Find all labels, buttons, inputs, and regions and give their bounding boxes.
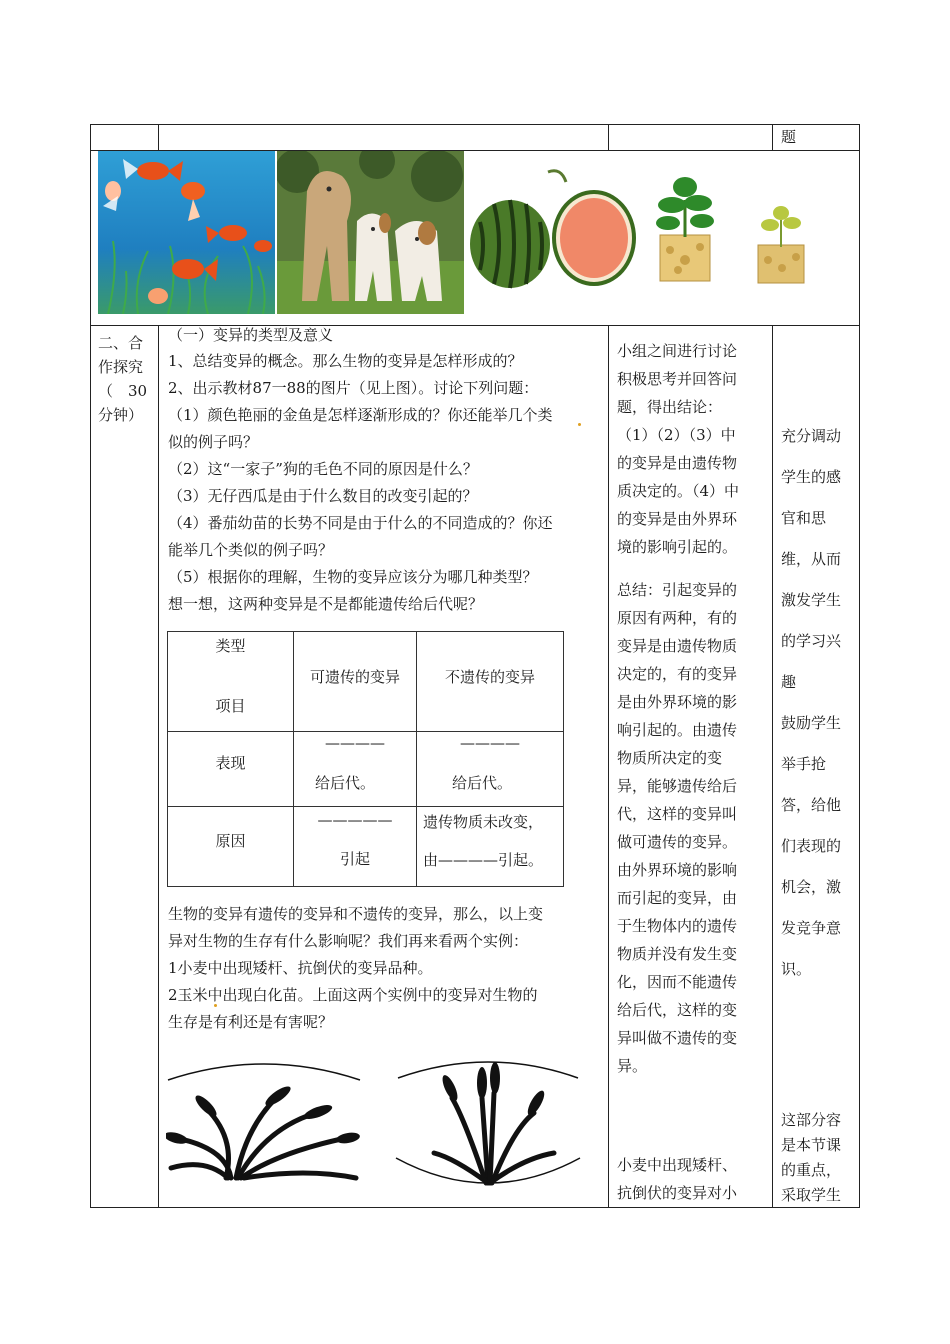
side-label-line: （ 30 bbox=[98, 382, 148, 400]
wheat-drawing-short bbox=[166, 1058, 362, 1188]
main-line: 2玉米中出现白化苗。上面这两个实例中的变异对生物的 bbox=[168, 986, 538, 1004]
col3-line: 由外界环境的影响 bbox=[617, 861, 738, 879]
side-label bbox=[98, 331, 156, 427]
col3-line: 质决定的。（4）中 bbox=[617, 482, 740, 500]
col3-line: 物质并没有发生变 bbox=[617, 945, 738, 963]
col3-line: 异。 bbox=[617, 1057, 648, 1075]
col4-line: 这部分容 bbox=[781, 1111, 842, 1129]
table-cell-blank: ————— bbox=[317, 811, 393, 829]
col3-line: 决定的，有的变异 bbox=[617, 665, 738, 683]
grid-v2-header bbox=[608, 124, 609, 150]
col3-para1 bbox=[617, 337, 765, 561]
col3-line: 原因有两种，有的 bbox=[617, 609, 738, 627]
tomato-seedlings-photo bbox=[650, 165, 830, 285]
yellow-dot-mark bbox=[214, 1004, 217, 1007]
grid-v3-header bbox=[772, 124, 773, 150]
side-label-line: 二、合 bbox=[98, 334, 144, 352]
main-line: 想一想，这两种变异是不是都能遗传给后代呢？ bbox=[168, 595, 484, 613]
col4-line: 官和思 bbox=[781, 509, 827, 527]
col3-para3 bbox=[617, 1151, 765, 1207]
col4-line: 采取学生 bbox=[781, 1186, 842, 1204]
col3-line: 给后代，这样的变 bbox=[617, 1001, 738, 1019]
goldfish-photo bbox=[98, 151, 275, 314]
table-row-expression: 表现 bbox=[215, 754, 246, 772]
grid-top bbox=[90, 124, 860, 125]
col3-line: 抗倒伏的变异对小 bbox=[617, 1184, 738, 1202]
table-row-cause: 原因 bbox=[215, 832, 246, 850]
main-line: （3）无仔西瓜是由于什么数目的改变引起的？ bbox=[168, 487, 478, 505]
table-cell-text: 引起 bbox=[339, 850, 370, 868]
main-line: 异对生物的生存有什么影响呢？我们再来看两个实例： bbox=[168, 932, 529, 950]
col3-line: 境的影响引起的。 bbox=[617, 538, 738, 556]
watermelon-photo bbox=[466, 162, 642, 302]
yellow-dot-mark bbox=[578, 423, 581, 426]
col3-line: 化，因而不能遗传 bbox=[617, 973, 738, 991]
col3-line: 的变异是由遗传物 bbox=[617, 454, 738, 472]
col4-line: 识。 bbox=[781, 960, 812, 978]
grid-v3 bbox=[772, 325, 773, 1208]
table-cell-text: 遗传物质未改变， bbox=[423, 813, 544, 831]
table-cell-blank: ———— bbox=[460, 734, 520, 752]
main-line: 1、总结变异的概念。那么生物的变异是怎样形成的？ bbox=[168, 352, 523, 370]
col3-line: 做可遗传的变异。 bbox=[617, 833, 738, 851]
grid-v2 bbox=[608, 325, 609, 1208]
col4-line: 举手抢 bbox=[781, 755, 827, 773]
col3-line: 响引起的。由遗传 bbox=[617, 721, 738, 739]
col4-para2 bbox=[781, 1108, 853, 1208]
main-line: 生存是有利还是有害呢？ bbox=[168, 1013, 334, 1031]
col4-line: 机会，激 bbox=[781, 878, 842, 896]
grid-v1 bbox=[158, 325, 159, 1208]
col4-line: 们表现的 bbox=[781, 837, 842, 855]
main-lines bbox=[168, 348, 606, 618]
col3-line: 的变异是由外界环 bbox=[617, 510, 738, 528]
grid-v1-header bbox=[158, 124, 159, 150]
side-label-line: 分钟） bbox=[98, 406, 144, 424]
col4-line: 答，给他 bbox=[781, 796, 842, 814]
col3-line: 于生物体内的遗传 bbox=[617, 917, 738, 935]
col3-line: 题，得出结论： bbox=[617, 398, 723, 416]
main-line: 似的例子吗？ bbox=[168, 433, 259, 451]
table-col-heritable: 可遗传的变异 bbox=[309, 668, 400, 686]
table-col-nonheritable: 不遗传的变异 bbox=[444, 668, 535, 686]
col3-line: 变异是由遗传物质 bbox=[617, 637, 738, 655]
table-cell-text: 由————引起。 bbox=[423, 851, 544, 869]
col3-line: 小组之间进行讨论 bbox=[617, 342, 738, 360]
main-line: 生物的变异有遗传的变异和不遗传的变异，那么，以上变 bbox=[168, 905, 544, 923]
wheat-drawing-tall bbox=[394, 1058, 582, 1188]
grid-left bbox=[90, 124, 91, 1208]
dogs-photo bbox=[277, 151, 464, 314]
col3-line: 异，能够遗传给后 bbox=[617, 777, 738, 795]
col4-line: 的学习兴 bbox=[781, 632, 842, 650]
col4-line: 鼓励学生 bbox=[781, 714, 842, 732]
col3-line: 小麦中出现矮杆、 bbox=[617, 1156, 738, 1174]
col4-para1 bbox=[781, 416, 853, 990]
section-title: （一）变异的类型及意义 bbox=[168, 326, 334, 344]
col4-line: 维，从而 bbox=[781, 550, 842, 568]
col3-line: 积极思考并回答问 bbox=[617, 370, 738, 388]
col3-line: （1）（2）（3）中 bbox=[617, 426, 736, 444]
after-lines bbox=[168, 901, 606, 1036]
col4-line: 学生的感 bbox=[781, 468, 842, 486]
col4-line: 是本节课 bbox=[781, 1136, 842, 1154]
main-line: 1小麦中出现矮杆、抗倒伏的变异品种。 bbox=[168, 959, 433, 977]
main-line: 能举几个类似的例子吗？ bbox=[168, 541, 334, 559]
side-label-line: 作探究 bbox=[98, 358, 144, 376]
main-line: 2、出示教材87一88的图片（见上图）。讨论下列问题： bbox=[168, 379, 539, 397]
col3-para2 bbox=[617, 576, 765, 1080]
col4-line: 发竞争意 bbox=[781, 919, 842, 937]
main-line: （2）这“一家子”狗的毛色不同的原因是什么？ bbox=[168, 460, 478, 478]
col4-line: 趣 bbox=[781, 673, 797, 691]
col3-line: 而引起的变异，由 bbox=[617, 889, 738, 907]
col3-line: 物质所决定的变 bbox=[617, 749, 723, 767]
col3-line: 是由外界环境的影 bbox=[617, 693, 738, 711]
table-cell-blank: ———— bbox=[325, 734, 385, 752]
main-line: （1）颜色艳丽的金鱼是怎样逐渐形成的？你还能举几个类 bbox=[168, 406, 553, 424]
table-cell-text: 给后代。 bbox=[451, 774, 512, 792]
table-corner-top: 类型 bbox=[215, 637, 246, 655]
main-line: （5）根据你的理解，生物的变异应该分为哪几种类型？ bbox=[168, 568, 538, 586]
header-col4-label: 题 bbox=[781, 128, 797, 146]
col3-line: 总结：引起变异的 bbox=[617, 581, 738, 599]
grid-bottom bbox=[90, 1207, 860, 1208]
col3-line: 异叫做不遗传的变 bbox=[617, 1029, 738, 1047]
table-corner-bottom: 项目 bbox=[215, 697, 246, 715]
col4-line: 的重点， bbox=[781, 1161, 842, 1179]
main-line: （4）番茄幼苗的长势不同是由于什么的不同造成的？你还 bbox=[168, 514, 553, 532]
variation-table bbox=[167, 631, 564, 887]
col3-line: 代，这样的变异叫 bbox=[617, 805, 738, 823]
col4-line: 充分调动 bbox=[781, 427, 842, 445]
col4-line: 激发学生 bbox=[781, 591, 842, 609]
table-cell-text: 给后代。 bbox=[314, 774, 375, 792]
grid-right bbox=[859, 124, 860, 1208]
